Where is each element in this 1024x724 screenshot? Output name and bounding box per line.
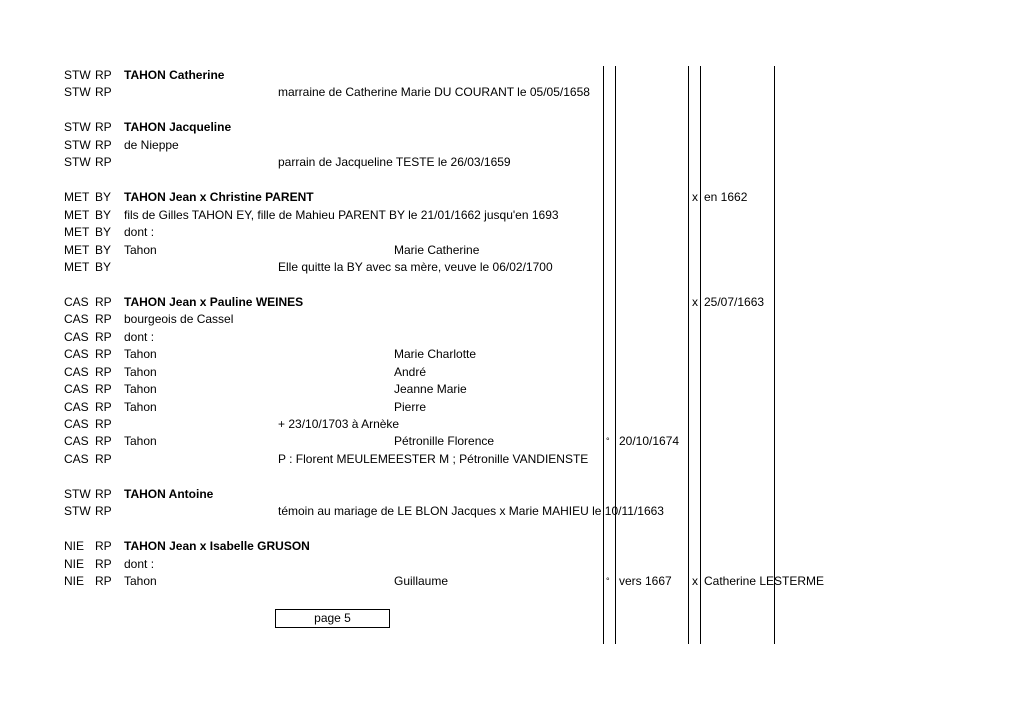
record-type: BY bbox=[95, 225, 112, 240]
name-cell: TAHON Jacqueline bbox=[124, 120, 232, 135]
page-label: page 5 bbox=[314, 611, 351, 625]
record-type: RP bbox=[95, 451, 112, 466]
name-cell: Tahon bbox=[124, 364, 157, 379]
description-cell: témoin au mariage de LE BLON Jacques x Marie MAHIEU le 10/11/1663 bbox=[278, 504, 664, 519]
parish-code: CAS bbox=[64, 364, 89, 379]
table-row bbox=[0, 364, 1024, 381]
table-row bbox=[0, 294, 1024, 311]
record-type: BY bbox=[95, 207, 112, 222]
record-type: RP bbox=[95, 382, 112, 397]
name-cell: TAHON Antoine bbox=[124, 486, 214, 501]
first-name-cell: Pierre bbox=[394, 399, 427, 414]
table-row bbox=[0, 84, 1024, 101]
record-type: RP bbox=[95, 399, 112, 414]
first-name-cell: Jeanne Marie bbox=[394, 382, 467, 397]
record-type: RP bbox=[95, 574, 112, 589]
table-row bbox=[0, 259, 1024, 276]
record-type: RP bbox=[95, 294, 112, 309]
name-cell: TAHON Jean x Christine PARENT bbox=[124, 190, 314, 205]
table-row bbox=[0, 67, 1024, 84]
name-cell: TAHON Catherine bbox=[124, 68, 225, 82]
parish-code: STW bbox=[64, 120, 91, 135]
parish-code: STW bbox=[64, 68, 91, 82]
description-cell: + 23/10/1703 à Arnèke bbox=[278, 417, 400, 431]
name-cell: TAHON Jean x Pauline WEINES bbox=[124, 294, 304, 309]
table-row bbox=[0, 399, 1024, 416]
page-number-box bbox=[275, 609, 390, 628]
name-cell: TAHON Jean x Isabelle GRUSON bbox=[124, 539, 310, 554]
record-type: RP bbox=[95, 347, 112, 362]
name-cell: bourgeois de Cassel bbox=[124, 312, 234, 327]
parish-code: MET bbox=[64, 190, 90, 205]
table-row bbox=[0, 433, 1024, 450]
parish-code: CAS bbox=[64, 434, 89, 449]
table-row bbox=[0, 486, 1024, 503]
record-type: BY bbox=[95, 259, 112, 274]
parish-code: NIE bbox=[64, 574, 85, 589]
record-type: RP bbox=[95, 364, 112, 379]
table-row bbox=[0, 119, 1024, 136]
parish-code: MET bbox=[64, 207, 90, 222]
birth-marker: ° bbox=[606, 436, 610, 447]
table-row bbox=[0, 573, 1024, 590]
name-cell: Tahon bbox=[124, 574, 157, 589]
table-row bbox=[0, 381, 1024, 398]
marriage-marker: x bbox=[692, 294, 698, 309]
marriage-cell: en 1662 bbox=[704, 190, 748, 205]
record-type: RP bbox=[95, 120, 112, 135]
marriage-cell: Catherine LESTERME bbox=[704, 574, 825, 589]
record-type: RP bbox=[95, 434, 112, 449]
parish-code: CAS bbox=[64, 312, 89, 327]
record-type: RP bbox=[95, 137, 112, 152]
name-cell: Tahon bbox=[124, 382, 157, 397]
table-row bbox=[0, 189, 1024, 206]
parish-code: CAS bbox=[64, 417, 89, 431]
parish-code: STW bbox=[64, 486, 91, 501]
parish-code: CAS bbox=[64, 329, 89, 344]
description-cell: Elle quitte la BY avec sa mère, veuve le 06/02/1700 bbox=[278, 259, 553, 274]
birth-marker: ° bbox=[606, 576, 610, 587]
marriage-marker: x bbox=[692, 190, 698, 205]
parish-code: MET bbox=[64, 242, 90, 257]
name-cell: Tahon bbox=[124, 347, 157, 362]
name-cell: fils de Gilles TAHON EY, fille de Mahieu PARENT BY le 21/01/1662 jusqu'en 1693 bbox=[124, 207, 559, 222]
parish-code: STW bbox=[64, 504, 91, 519]
first-name-cell: Pétronille Florence bbox=[394, 434, 495, 449]
name-cell: Tahon bbox=[124, 399, 157, 414]
name-cell: dont : bbox=[124, 329, 155, 344]
birth-date-cell: vers 1667 bbox=[619, 574, 672, 589]
birth-date-cell: 20/10/1674 bbox=[619, 434, 680, 449]
parish-code: NIE bbox=[64, 539, 85, 554]
record-type: RP bbox=[95, 504, 112, 519]
name-cell: Tahon bbox=[124, 242, 157, 257]
record-type: BY bbox=[95, 242, 112, 257]
record-type: RP bbox=[95, 312, 112, 327]
table-row bbox=[0, 556, 1024, 573]
name-cell: dont : bbox=[124, 556, 155, 571]
table-row bbox=[0, 154, 1024, 171]
parish-code: CAS bbox=[64, 294, 89, 309]
first-name-cell: Guillaume bbox=[394, 574, 449, 589]
table-row bbox=[0, 224, 1024, 241]
marriage-marker: x bbox=[692, 574, 698, 589]
table-row bbox=[0, 346, 1024, 363]
table-row bbox=[0, 242, 1024, 259]
description-cell: parrain de Jacqueline TESTE le 26/03/1659 bbox=[278, 155, 511, 170]
table-row bbox=[0, 311, 1024, 328]
marriage-cell: 25/07/1663 bbox=[704, 294, 765, 309]
record-type: RP bbox=[95, 556, 112, 571]
table-row bbox=[0, 416, 1024, 433]
parish-code: STW bbox=[64, 137, 91, 152]
record-type: RP bbox=[95, 539, 112, 554]
record-type: RP bbox=[95, 85, 112, 100]
first-name-cell: Marie Charlotte bbox=[394, 347, 477, 362]
table-row bbox=[0, 329, 1024, 346]
table-row bbox=[0, 538, 1024, 555]
table-row bbox=[0, 137, 1024, 154]
parish-code: CAS bbox=[64, 451, 89, 466]
record-type: RP bbox=[95, 486, 112, 501]
parish-code: MET bbox=[64, 259, 90, 274]
description-cell: marraine de Catherine Marie DU COURANT le 05/05/1658 bbox=[278, 85, 590, 100]
table-row bbox=[0, 451, 1024, 468]
parish-code: CAS bbox=[64, 347, 89, 362]
record-type: RP bbox=[95, 155, 112, 170]
table-row bbox=[0, 207, 1024, 224]
name-cell: dont : bbox=[124, 225, 155, 240]
record-type: RP bbox=[95, 417, 112, 431]
description-cell: P : Florent MEULEMEESTER M ; Pétronille VANDIENSTE bbox=[278, 451, 589, 466]
first-name-cell: Marie Catherine bbox=[394, 242, 480, 257]
parish-code: CAS bbox=[64, 399, 89, 414]
table-row bbox=[0, 503, 1024, 520]
parish-code: STW bbox=[64, 155, 91, 170]
parish-code: CAS bbox=[64, 382, 89, 397]
parish-code: NIE bbox=[64, 556, 85, 571]
name-cell: Tahon bbox=[124, 434, 157, 449]
first-name-cell: André bbox=[394, 364, 427, 379]
parish-code: STW bbox=[64, 85, 91, 100]
record-type: RP bbox=[95, 329, 112, 344]
record-type: BY bbox=[95, 190, 112, 205]
record-type: RP bbox=[95, 68, 112, 82]
parish-code: MET bbox=[64, 225, 90, 240]
name-cell: de Nieppe bbox=[124, 137, 179, 152]
